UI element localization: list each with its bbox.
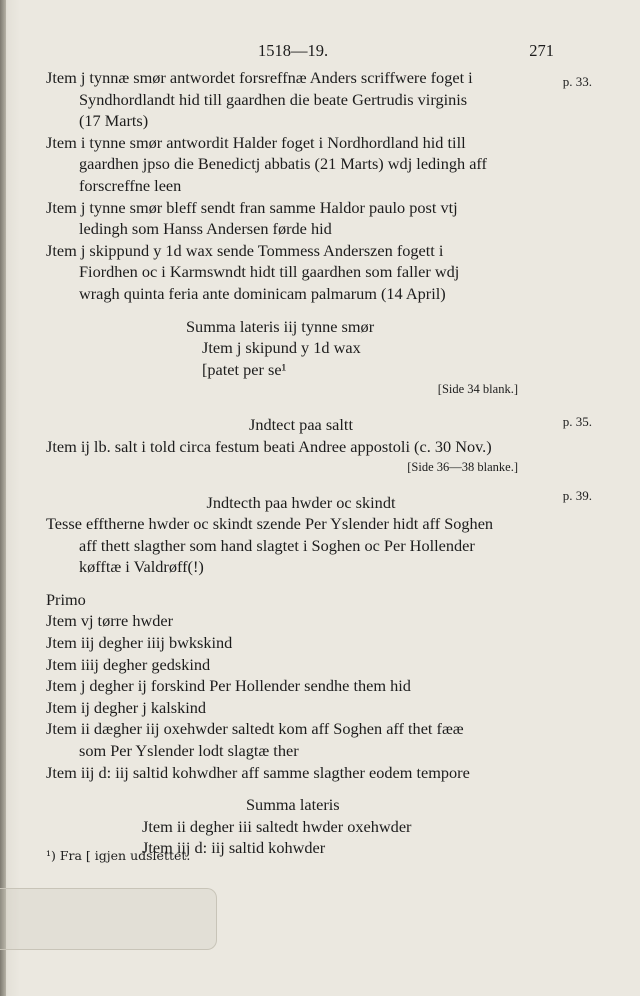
margin-note-p35: p. 35. — [562, 414, 592, 429]
summa-lateris-2: Summa lateris — [246, 795, 340, 815]
hides-item-cow: Jtem iij d: iij saltid kohwdher aff samme slagther eodem tempore — [46, 762, 470, 782]
salt-entry: Jtem ij lb. salt i told circa festum beati Andree appostoli (c. 30 Nov.) — [46, 436, 492, 456]
summa-lateris-2-items: Jtem ii degher iii saltedt hwder oxehwder Jtem iij d: iij saltid kohwder — [142, 816, 412, 858]
hides-item: Jtem j degher ij forskind Per Hollender sendhe them hid — [46, 676, 411, 696]
heading-salt: Jndtect paa saltt — [249, 415, 353, 435]
entry-3: Jtem j tynne smør bleff sendt fran samme Haldor paulo post vtj ledingh som Hanss Andersen førde hid — [46, 197, 458, 239]
hides-item: Jtem ij degher j kalskind — [46, 697, 207, 717]
page-stamp-shadow — [0, 888, 217, 950]
running-header — [46, 40, 556, 67]
book-spine — [0, 0, 6, 996]
page-text — [46, 40, 556, 859]
page-number: 271 — [529, 41, 554, 60]
entry-2: Jtem i tynne smør antwordit Halder foget i Nordhordland hid till gaardhen jpso die Benedictj abbatis (21 Marts) wdj ledingh aff forscreffne leen — [46, 132, 487, 195]
hides-item-oxen: Jtem ii dægher iij oxehwder saltedt kom aff Soghen aff thet fææ som Per Yslender lodt slagtæ ther — [46, 719, 464, 761]
margin-note-p39: p. 39. — [562, 488, 592, 503]
footnote: ¹) Fra [ igjen udslettet. — [46, 848, 191, 863]
margin-note-p33: p. 33. — [562, 74, 592, 89]
hides-item: Jtem vj tørre hwder — [46, 611, 174, 631]
entry-4: Jtem j skippund y 1d wax sende Tommess Anderszen fogett i Fiordhen oc i Karmswndt hidt till gaardhen som faller wdj wragh quinta feria ante dominicam palmarum (14 April) — [46, 240, 460, 303]
header-years: 1518—19. — [258, 41, 329, 60]
heading-hides: Jndtecth paa hwder oc skindt — [206, 492, 396, 512]
summa-lateris-1: Summa lateris iij tynne smør Jtem j skipund y 1d wax [patet per se¹ — [186, 316, 375, 379]
hides-item: Jtem iij degher iiij bwkskind — [46, 633, 233, 653]
side-note-34: [Side 34 blank.] — [437, 382, 518, 397]
side-note-36-38: [Side 36—38 blanke.] — [407, 459, 518, 474]
hides-item: Jtem iiij degher gedskind — [46, 654, 211, 674]
primo-label: Primo — [46, 589, 86, 609]
entry-1: Jtem j tynnæ smør antwordet forsreffnæ Anders scriffwere foget i Syndhordlandt hid till gaardhen die beate Gertrudis virginis (17 Marts) — [46, 68, 473, 131]
hides-intro: Tesse efftherne hwder oc skindt szende Per Yslender hidt aff Soghen aff thett slagther som hand slagtet i Soghen oc Per Hollender køfftæ i Valdrøff(!) — [46, 514, 494, 577]
